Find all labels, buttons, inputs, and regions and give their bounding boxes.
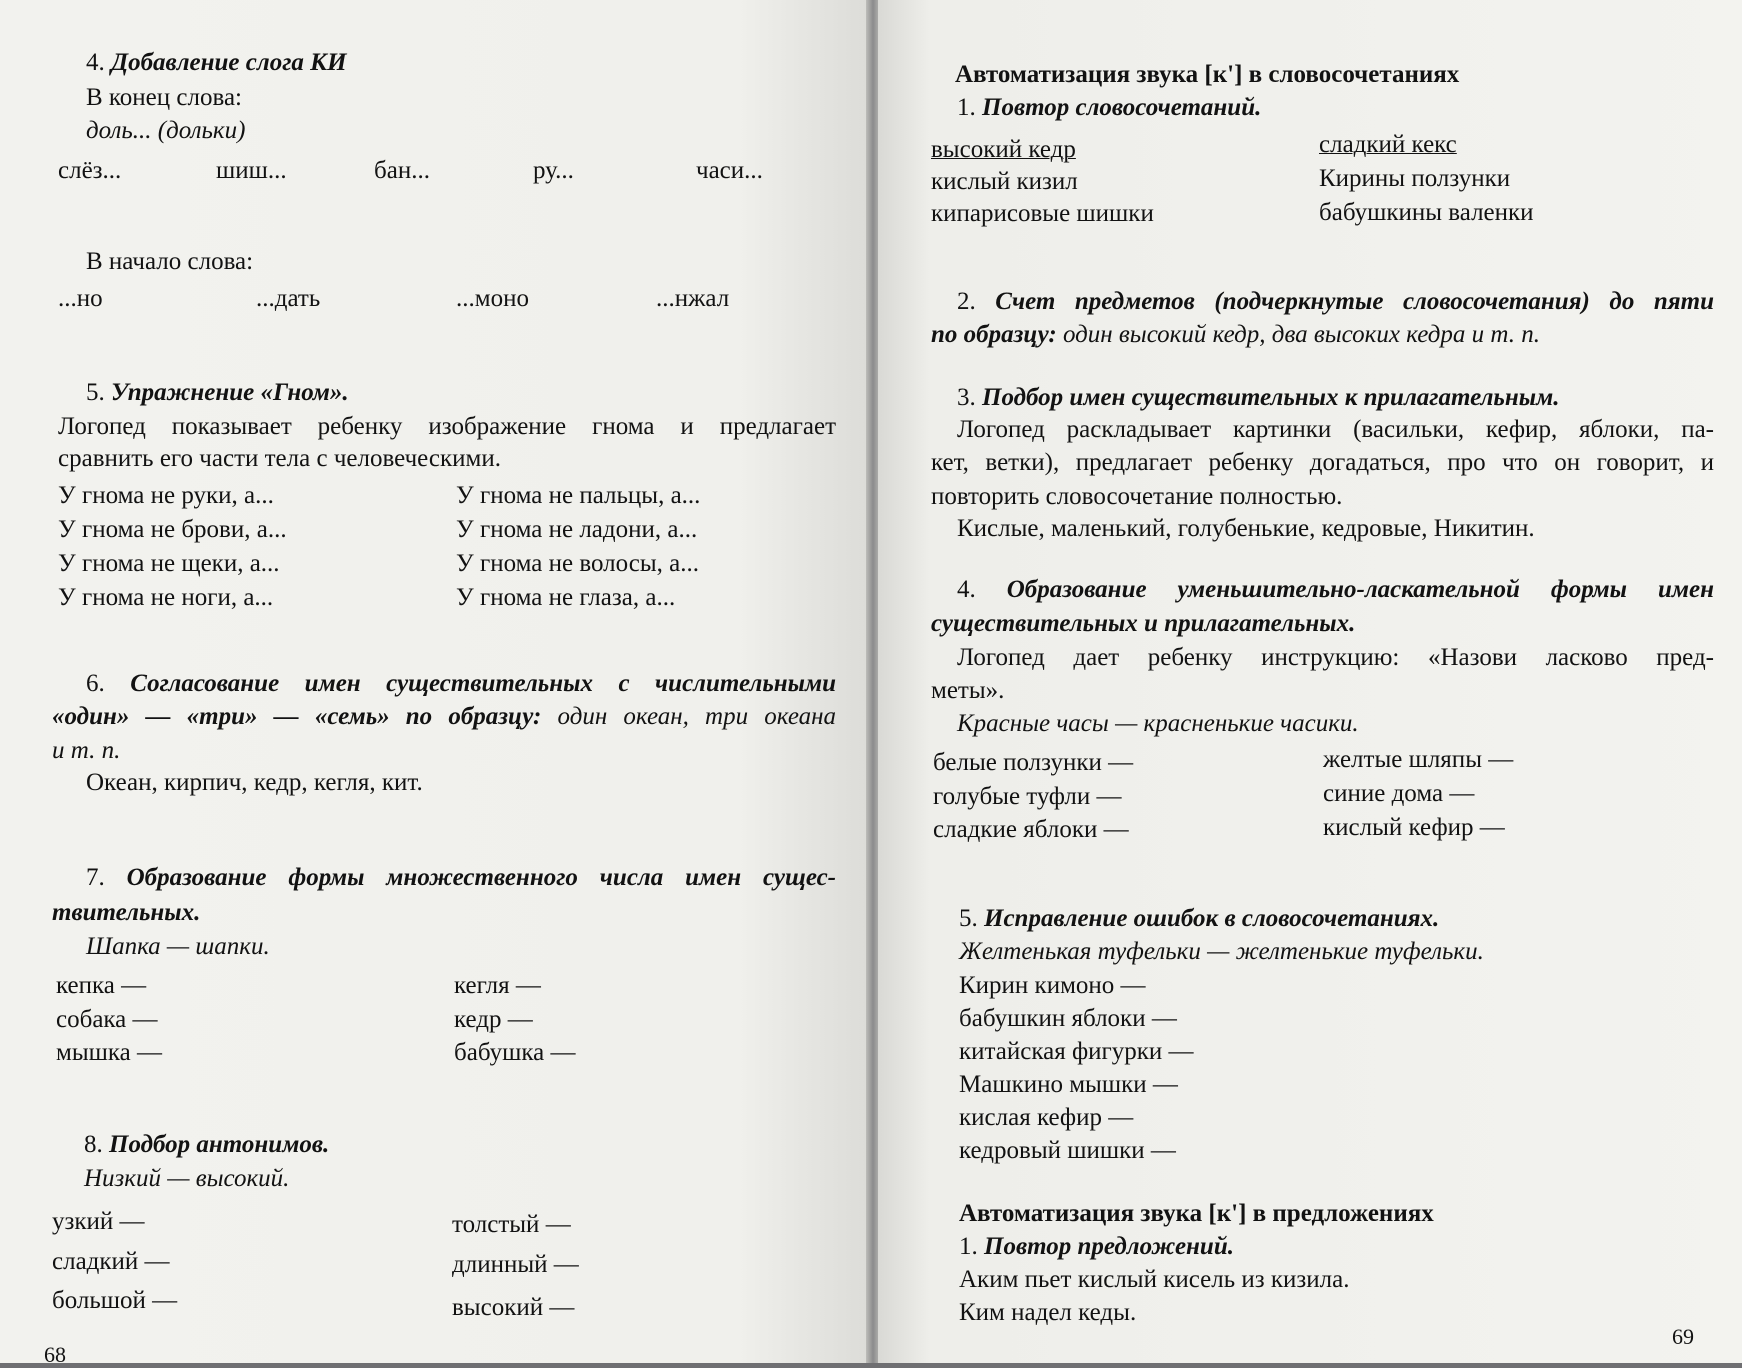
ex8-right-item: толстый — — [452, 1211, 571, 1238]
ex7-right-item: кедр — — [454, 1006, 533, 1033]
ex5-right-item: У гнома не волосы, а... — [456, 550, 699, 577]
r-ex1-right-item: сладкий кекс — [1319, 131, 1457, 158]
ex4-title: Добавление слога КИ — [111, 49, 347, 76]
r-ex5-item: кислая кефир — — [959, 1104, 1134, 1131]
r-ex5-item: Кирин кимоно — — [959, 972, 1146, 999]
ex5-text-2: сравнить его части тела с человеческими. — [58, 445, 501, 472]
r-ex4-text-2: меты». — [931, 677, 1005, 704]
r-ex1-left-item: высокий кедр — [931, 136, 1076, 163]
ex5-left-item: У гнома не брови, а... — [58, 516, 287, 543]
ex7-left-item: мышка — — [56, 1039, 162, 1066]
ex6-title-3: и т. п. — [52, 737, 121, 764]
ex6-title-rest: один океан, три океана — [557, 703, 837, 730]
ex4-heading — [86, 48, 347, 78]
ex8-num: 8. — [84, 1131, 103, 1158]
ex4-end-word: ру... — [533, 157, 574, 184]
r-ex1-left-item: кислый кизил — [931, 168, 1078, 195]
ex5-left-item: У гнома не руки, а... — [58, 482, 274, 509]
r-ex1-left-item: кипарисовые шишки — [931, 200, 1154, 227]
page-number-right: 69 — [1672, 1324, 1694, 1349]
ex6-title-2 — [52, 702, 836, 732]
r-ex4-text-1: Логопед дает ребенку инструкцию: «Назови ласково пред- — [957, 644, 1714, 671]
ex6-num: 6. — [86, 670, 105, 697]
r-s2ex1-title: Повтор предложений. — [984, 1233, 1234, 1260]
r-ex1-title: Повтор словосочетаний. — [982, 94, 1262, 121]
r-ex5-num: 5. — [959, 905, 978, 932]
r-ex1-heading — [957, 93, 1261, 123]
left-page — [0, 0, 868, 1367]
r-ex3-title: Подбор имен существительных к прилагательным. — [982, 384, 1560, 411]
ex7-left-item: собака — — [56, 1006, 158, 1033]
r-ex3-words: Кислые, маленький, голубенькие, кедровые, Никитин. — [957, 515, 1535, 542]
r-ex3-text-3: повторить словосочетание полностью. — [931, 483, 1343, 510]
ex8-right-item: длинный — — [452, 1251, 579, 1278]
r-ex4-right-item: желтые шляпы — — [1323, 746, 1514, 773]
r-ex2-title-bold: по образцу: — [931, 321, 1057, 348]
ex5-num: 5. — [86, 379, 105, 406]
ex8-right-item: высокий — — [452, 1294, 575, 1321]
r-ex4-left-item: голубые туфли — — [933, 783, 1122, 810]
ex7-example: Шапка — шапки. — [86, 933, 270, 960]
ex8-left-item: сладкий — — [52, 1248, 170, 1275]
ex6-title-text: Согласование имен существительных с числительными — [130, 670, 836, 697]
r-ex5-item: китайская фигурки — — [959, 1038, 1194, 1065]
r-ex5-example: Желтенькая туфельки — желтенькие туфельки. — [959, 938, 1484, 965]
section2-title: Автоматизация звука [к'] в предложениях — [959, 1200, 1434, 1227]
r-ex5-heading — [959, 904, 1439, 934]
ex7-title-2: твительных. — [52, 899, 201, 926]
ex8-title: Подбор антонимов. — [109, 1131, 330, 1158]
r-ex4-right-item: синие дома — — [1323, 780, 1475, 807]
ex7-num: 7. — [86, 864, 105, 891]
ex7-right-item: бабушка — — [454, 1039, 576, 1066]
ex4-end-word: шиш... — [216, 157, 287, 184]
r-ex3-text-2: кет, ветки), предлагает ребенку догадаться, про что он говорит, и — [931, 449, 1714, 476]
ex5-title: Упражнение «Гном». — [111, 379, 349, 406]
ex5-right-item: У гнома не пальцы, а... — [456, 482, 701, 509]
r-ex3-text-1: Логопед раскладывает картинки (васильки, кефир, яблоки, па- — [957, 416, 1714, 443]
r-ex4-right-item: кислый кефир — — [1323, 814, 1505, 841]
ex6-title-1 — [86, 669, 836, 699]
r-ex2-num: 2. — [957, 288, 976, 315]
right-page — [878, 0, 1742, 1363]
section1-title: Автоматизация звука [к'] в словосочетаниях — [955, 61, 1460, 88]
ex5-text-1: Логопед показывает ребенку изображение гнома и предлагает — [58, 413, 836, 440]
ex4-start-word: ...но — [58, 285, 103, 312]
ex5-left-item: У гнома не щеки, а... — [58, 550, 280, 577]
r-ex5-item: Машкино мышки — — [959, 1071, 1178, 1098]
r-ex4-title-1 — [957, 575, 1714, 605]
ex5-right-item: У гнома не ладони, а... — [456, 516, 698, 543]
r-ex5-title: Исправление ошибок в словосочетаниях. — [984, 905, 1440, 932]
ex8-example: Низкий — высокий. — [84, 1165, 290, 1192]
ex6-title-bold: «один» — «три» — «семь» по образцу: — [52, 703, 542, 730]
r-s2ex1-num: 1. — [959, 1233, 978, 1260]
r-s2ex1-sentence: Аким пьет кислый кисель из кизила. — [959, 1266, 1350, 1293]
ex4-end-word: бан... — [374, 157, 430, 184]
ex4-end-word: часи... — [696, 157, 763, 184]
r-ex4-title-text: Образование уменьшительно-ласкательной формы имен — [1006, 576, 1715, 603]
r-ex4-example: Красные часы — красненькие часики. — [957, 710, 1359, 737]
ex6-words: Океан, кирпич, кедр, кегля, кит. — [86, 769, 423, 796]
r-ex3-num: 3. — [957, 384, 976, 411]
r-ex4-left-item: белые ползунки — — [933, 749, 1134, 776]
r-ex4-num: 4. — [957, 576, 976, 603]
ex4-to-end: В конец слова: — [86, 84, 242, 111]
r-ex4-left-item: сладкие яблоки — — [933, 816, 1129, 843]
r-ex2-title-2 — [931, 320, 1540, 350]
r-ex1-right-item: Кирины ползунки — [1319, 165, 1511, 192]
ex4-start-word: ...нжал — [656, 285, 730, 312]
ex4-example: доль... (дольки) — [86, 117, 246, 144]
r-ex1-num: 1. — [957, 94, 976, 121]
ex4-end-word: слёз... — [58, 157, 122, 184]
ex8-left-item: узкий — — [52, 1208, 145, 1235]
r-ex2-title-1 — [957, 287, 1714, 317]
ex4-start-word: ...моно — [456, 285, 529, 312]
ex7-left-item: кепка — — [56, 972, 147, 999]
ex5-right-item: У гнома не глаза, а... — [456, 584, 676, 611]
r-s2ex1-heading — [959, 1232, 1234, 1262]
r-ex3-heading — [957, 383, 1559, 413]
r-s2ex1-sentence: Ким надел кеды. — [959, 1299, 1137, 1326]
ex7-right-item: кегля — — [454, 972, 541, 999]
r-ex1-right-item: бабушкины валенки — [1319, 199, 1534, 226]
ex4-num: 4. — [86, 49, 105, 76]
ex5-left-item: У гнома не ноги, а... — [58, 584, 274, 611]
ex7-title-text: Образование формы множественного числа имен сущес- — [126, 864, 837, 891]
ex4-to-start: В начало слова: — [86, 248, 254, 275]
page-number-left: 68 — [44, 1342, 66, 1367]
r-ex4-title-2: существительных и прилагательных. — [931, 610, 1356, 637]
ex4-start-word: ...дать — [256, 285, 321, 312]
r-ex5-item: кедровый шишки — — [959, 1137, 1176, 1164]
ex8-heading — [84, 1130, 329, 1160]
ex7-title-1 — [86, 863, 836, 893]
r-ex5-item: бабушкин яблоки — — [959, 1005, 1177, 1032]
r-ex2-title-text: Счет предметов (подчеркнутые словосочетания) до пяти — [995, 288, 1714, 315]
r-ex2-title-rest: один высокий кедр, два высоких кедра и т. п. — [1062, 321, 1540, 348]
ex5-heading — [86, 378, 349, 408]
ex8-left-item: большой — — [52, 1287, 178, 1314]
